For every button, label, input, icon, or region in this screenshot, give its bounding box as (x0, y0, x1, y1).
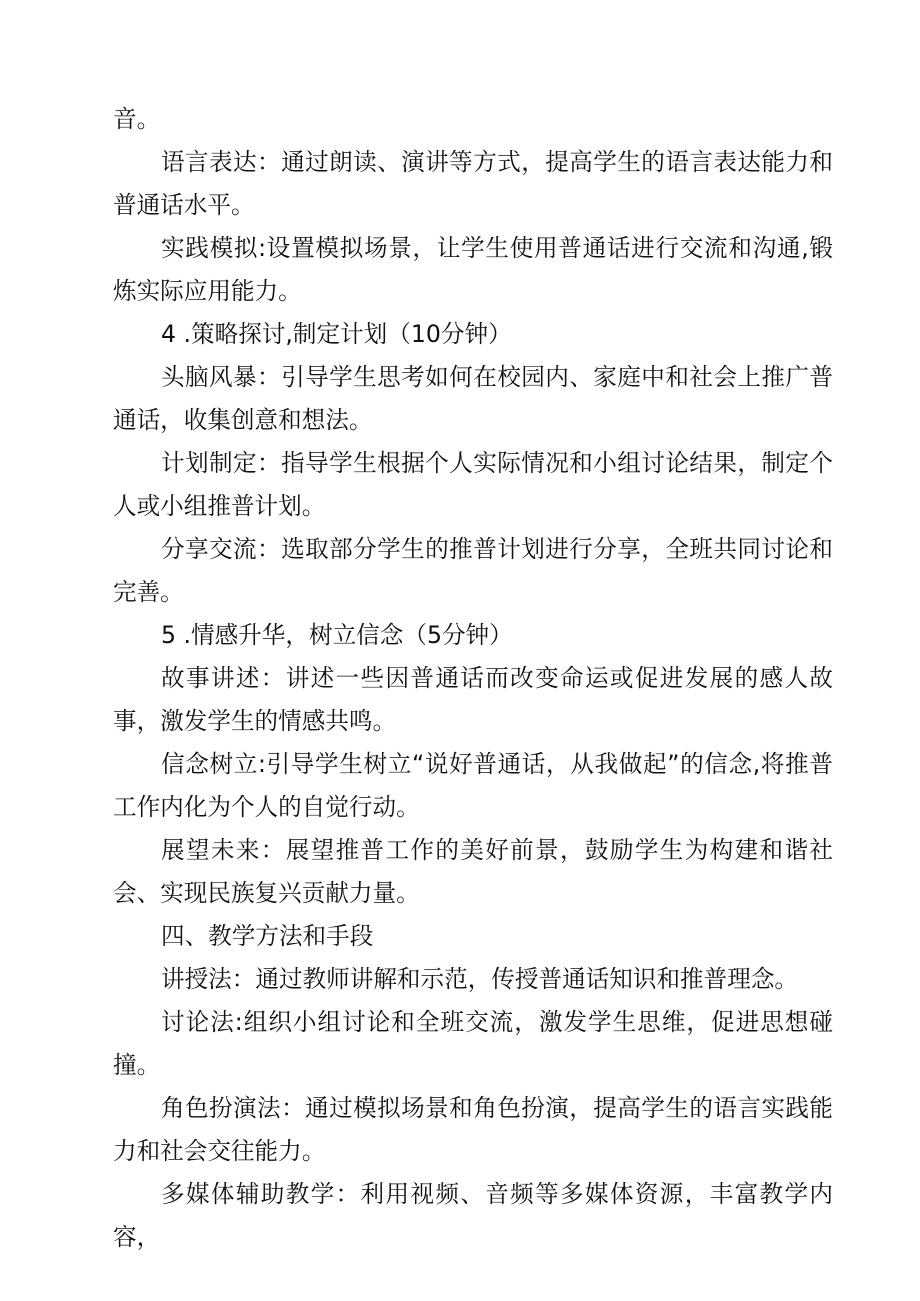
document-body (113, 98, 833, 1259)
paragraph-outlook: 展望未来：展望推普工作的美好前景，鼓励学生为构建和谐社会、实现民族复兴贡献力量。 (113, 836, 833, 907)
section-heading-methods: 四、教学方法和手段 (161, 922, 374, 950)
paragraph-belief: 信念树立:引导学生树立“说好普通话，从我做起”的信念,将推普工作内化为个人的自觉行动。 (113, 750, 833, 821)
paragraph-brainstorm: 头脑风暴：引导学生思考如何在校园内、家庭中和社会上推广普通话，收集创意和想法。 (113, 363, 833, 434)
paragraph-language-expression: 语言表达：通过朗读、演讲等方式，提高学生的语言表达能力和普通话水平。 (113, 148, 833, 219)
section-heading-strategy: 4 .策略探讨,制定计划（10分钟） (161, 320, 512, 348)
paragraph-role-play-method: 角色扮演法：通过模拟场景和角色扮演，提高学生的语言实践能力和社会交往能力。 (113, 1094, 833, 1165)
paragraph-continuation: 音。 (113, 105, 161, 133)
paragraph-plan-making: 计划制定：指导学生根据个人实际情况和小组讨论结果，制定个人或小组推普计划。 (113, 449, 833, 520)
paragraph-multimedia-method: 多媒体辅助教学：利用视频、音频等多媒体资源，丰富教学内容， (113, 1180, 833, 1251)
paragraph-storytelling: 故事讲述：讲述一些因普通话而改变命运或促进发展的感人故事，激发学生的情感共鸣。 (113, 664, 833, 735)
paragraph-lecture-method: 讲授法：通过教师讲解和示范，传授普通话知识和推普理念。 (161, 965, 799, 993)
section-heading-emotion: 5 .情感升华，树立信念（5分钟） (161, 621, 513, 649)
paragraph-sharing: 分享交流：选取部分学生的推普计划进行分享，全班共同讨论和完善。 (113, 535, 833, 606)
paragraph-discussion-method: 讨论法:组织小组讨论和全班交流，激发学生思维，促进思想碰撞。 (113, 1008, 833, 1079)
paragraph-practice-simulation: 实践模拟:设置模拟场景，让学生使用普通话进行交流和沟通,锻炼实际应用能力。 (113, 234, 833, 305)
